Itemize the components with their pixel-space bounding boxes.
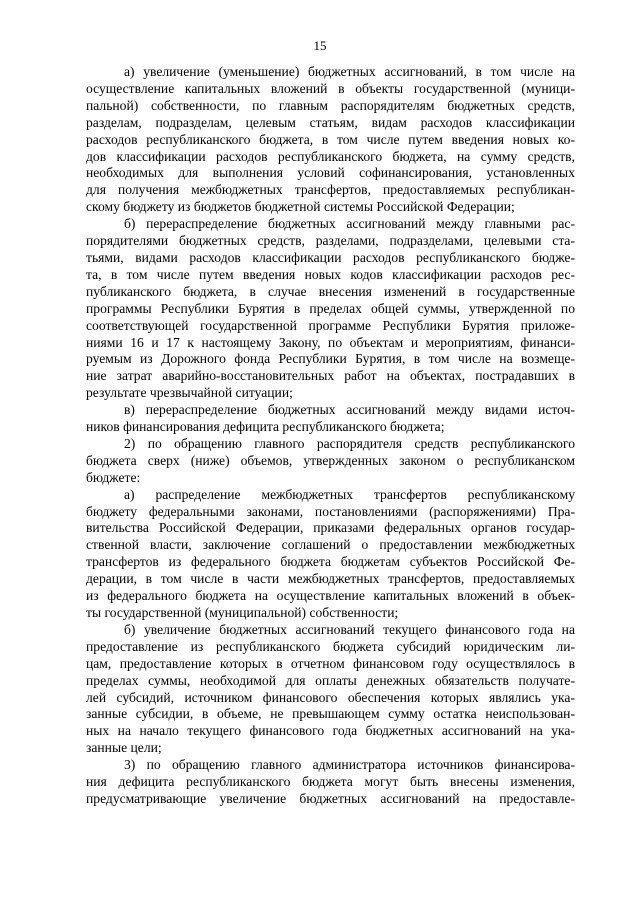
text-line: в) перераспределение бюджетных ассигнований между видами источ- [124, 402, 575, 418]
text-line: разделам, подразделам, целевым статьям, видам расходов классификации [86, 114, 575, 130]
text-line: бюджете: [86, 469, 141, 485]
text-line: осуществление капитальных вложений в объекты государственной (муници- [86, 80, 575, 96]
text-line: пределах суммы, необходимой для оплаты денежных обязательств получате- [86, 672, 575, 688]
text-line: из федерального бюджета на осуществление капитальных вложений в объек- [86, 588, 575, 604]
paragraph [86, 757, 575, 808]
text-line: а) распределение межбюджетных трансфертов республиканскому [124, 486, 575, 502]
text-line: ты государственной (муниципальной) собственности; [86, 605, 399, 620]
text-line: скому бюджету из бюджетов бюджетной системы Российской Федерации; [86, 199, 515, 215]
paragraph [86, 622, 575, 757]
text-line: занные цели; [86, 740, 162, 756]
text-line: дерации, в том числе в части межбюджетных трансфертов, предоставляемых [86, 571, 575, 587]
text-line: трансфертов из федерального бюджета бюджетам субъектов Российской Фе- [86, 554, 575, 570]
text-line: а) увеличение (уменьшение) бюджетных ассигнований, в том числе на [124, 64, 575, 79]
text-line: порядителями бюджетных средств, разделами, подразделами, целевыми ста- [86, 233, 575, 249]
text-line: необходимых для выполнения условий софинансирования, установленных [86, 165, 575, 181]
text-line: лей субсидий, источником финансового обеспечения которых являлись ука- [86, 689, 575, 705]
text-line: программы Республики Бурятия в пределах общей суммы, утвержденной по [86, 300, 575, 316]
text-line: цам, предоставление которых в отчетном финансовом году осуществлялось в [86, 655, 575, 671]
page-number: 15 [313, 38, 327, 53]
text-line: б) увеличение бюджетных ассигнований текущего финансового года на [124, 621, 575, 637]
text-line: та, в том числе путем введения новых кодов классификации расходов рес- [86, 266, 575, 282]
paragraph [86, 487, 575, 622]
text-line: б) перераспределение бюджетных ассигнований между главными рас- [124, 216, 575, 232]
text-line: результате чрезвычайной ситуации; [86, 385, 293, 401]
text-line: бюджету федеральными законами, постановлениями (распоряжениями) Пра- [86, 503, 575, 519]
paragraph [86, 216, 575, 402]
text-line: ников финансирования дефицита республиканского бюджета; [86, 419, 445, 435]
text-line: 3) по обращению главного администратора источников финансирова- [124, 757, 575, 773]
text-line: пальной) собственности, по главным распорядителям бюджетных средств, [86, 97, 575, 113]
paragraph [86, 436, 575, 487]
text-line: руемым из Дорожного фонда Республики Бурятия, в том числе на возмеще- [86, 351, 575, 367]
text-line: занные субсидии, в объеме, не превышающем сумму остатка неиспользован- [86, 706, 575, 722]
text-line: бюджета сверх (ниже) объемов, утвержденных законом о республиканском [86, 452, 575, 468]
text-line: предоставление из республиканского бюджета субсидий юридическим ли- [86, 638, 575, 654]
text-line: 2) по обращению главного распорядителя средств республиканского [124, 435, 575, 451]
text-line: предусматривающие увеличение бюджетных ассигнований на предоставле- [86, 790, 575, 806]
text-line: тьями, видами расходов классификации расходов республиканского бюдже- [86, 249, 575, 265]
text-line: для получения межбюджетных трансфертов, предоставляемых республикан- [86, 182, 575, 198]
text-line: публиканского бюджета, в случае внесения изменений в государственные [86, 283, 575, 299]
text-line: расходов республиканского бюджета, в том числе путем введения новых ко- [86, 131, 575, 147]
text-line: соответствующей государственной программе Республики Бурятия приложе- [86, 317, 575, 333]
text-line: ных на начало текущего финансового года бюджетных ассигнований на ука- [86, 723, 575, 739]
paragraph [86, 64, 575, 216]
text-line: ния дефицита республиканского бюджета могут быть внесены изменения, [86, 774, 575, 790]
text-line: вительства Российской Федерации, приказами федеральных органов государ- [86, 520, 575, 536]
text-line: дов классификации расходов республиканского бюджета, на сумму средств, [86, 148, 575, 164]
text-line: ниями 16 и 17 к настоящему Закону, по объектам и мероприятиям, финанси- [86, 334, 575, 350]
text-line: ственной власти, заключение соглашений о предоставлении межбюджетных [86, 537, 575, 553]
text-line: ние затрат аварийно-восстановительных работ на объектах, пострадавших в [86, 368, 575, 384]
document-body [86, 64, 575, 808]
paragraph [86, 402, 575, 436]
